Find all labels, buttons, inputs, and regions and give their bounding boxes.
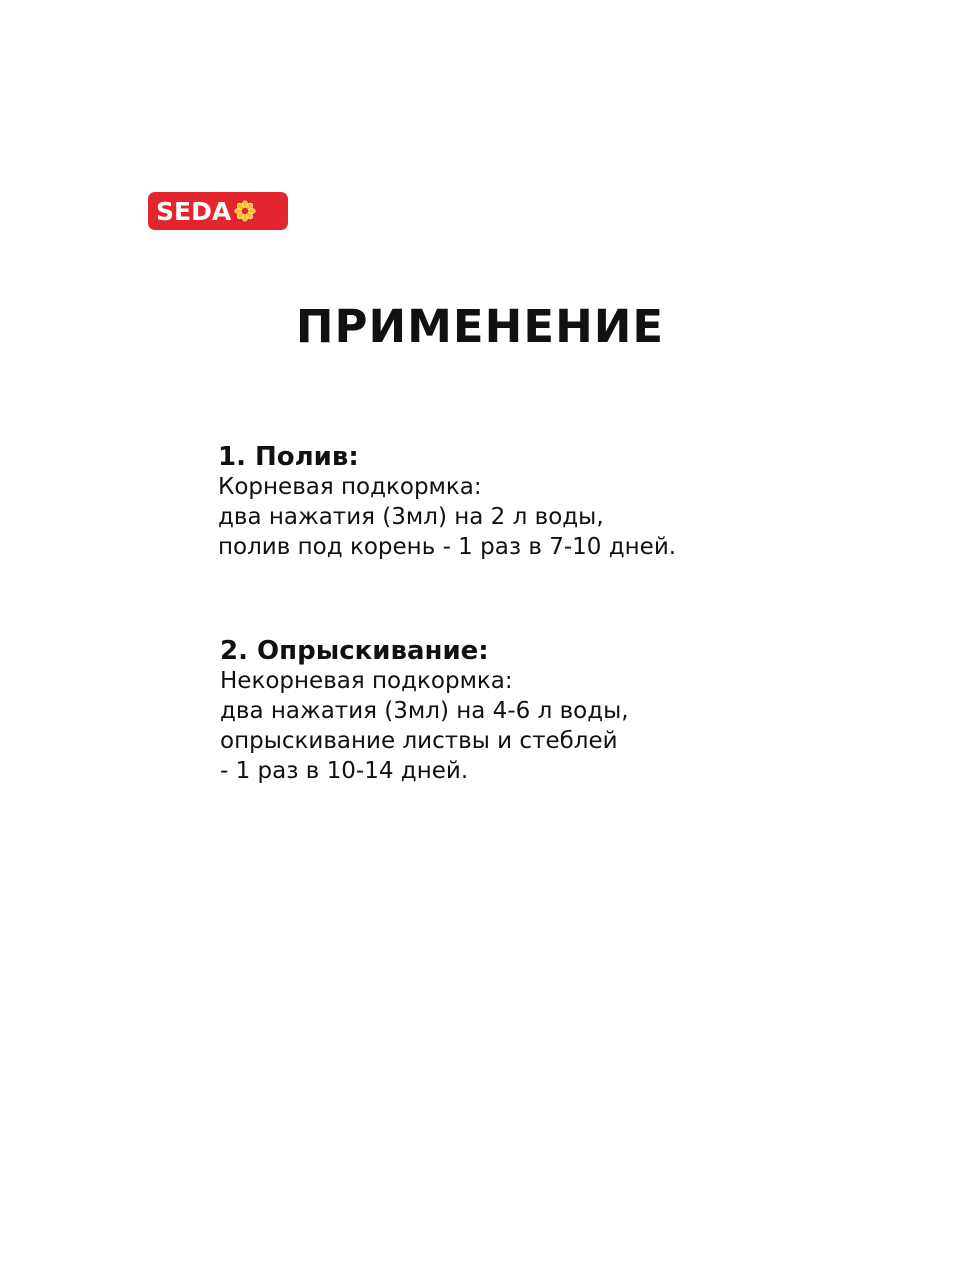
section-heading: 2. Опрыскивание: xyxy=(220,636,489,666)
section-line: два нажатия (3мл) на 4-6 л воды, xyxy=(220,698,629,724)
seda-logo xyxy=(148,192,288,230)
section-line: Корневая подкормка: xyxy=(218,474,482,500)
logo-text: SEDA xyxy=(156,196,232,226)
section-line: полив под корень - 1 раз в 7-10 дней. xyxy=(218,534,677,560)
section-line: - 1 раз в 10-14 дней. xyxy=(220,758,469,784)
section-watering xyxy=(218,442,778,562)
page-title: ПРИМЕНЕНИЕ xyxy=(295,300,665,353)
section-line: Некорневая подкормка: xyxy=(220,668,513,694)
section-heading: 1. Полив: xyxy=(218,442,359,472)
section-line: опрыскивание листвы и стеблей xyxy=(220,728,618,754)
section-spraying xyxy=(220,636,780,786)
flower-icon xyxy=(234,200,256,222)
section-line: два нажатия (3мл) на 2 л воды, xyxy=(218,504,604,530)
